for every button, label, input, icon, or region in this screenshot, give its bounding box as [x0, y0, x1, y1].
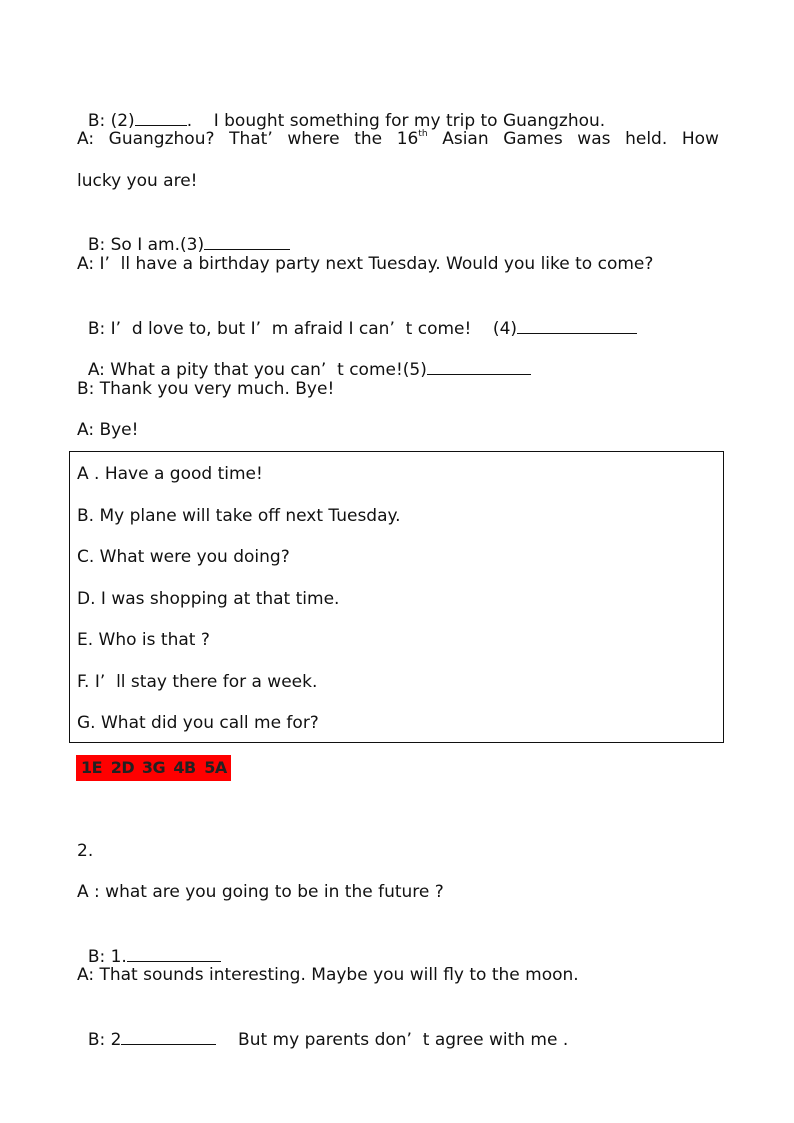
line-text: A: What a pity that you can’ t come!(5) — [87, 360, 427, 380]
word: Asian — [442, 129, 489, 149]
answer-blank[interactable] — [127, 945, 221, 962]
line-text: B: (2) — [87, 111, 135, 131]
word: Guangzhou? — [108, 129, 215, 149]
word: How — [681, 129, 719, 149]
dialogue2-line-a-future: A : what are you going to be in the future ? — [77, 882, 444, 902]
option-a: A . Have a good time! — [77, 464, 263, 484]
dialogue-line-b4 — [77, 295, 637, 339]
word-ordinal — [397, 128, 428, 150]
options-box — [69, 451, 724, 743]
option-e: E. Who is that ? — [77, 630, 210, 650]
ordinal-suffix: th — [418, 129, 428, 139]
ordinal-number: 16 — [396, 129, 419, 149]
answer-blank[interactable] — [121, 1028, 216, 1045]
dialogue-line-a-guangzhou-cont: lucky you are! — [77, 171, 198, 191]
answer-item: 3G — [141, 758, 166, 777]
line-text: B: So I am.(3) — [87, 235, 205, 255]
word: where — [287, 129, 340, 149]
option-g: G. What did you call me for? — [77, 713, 319, 733]
answer-blank[interactable] — [517, 317, 637, 334]
dialogue-line-b-thanks: B: Thank you very much. Bye! — [77, 379, 335, 399]
section-number: 2. — [77, 841, 94, 861]
line-text: . I bought something for my trip to Guangzhou. — [186, 111, 606, 131]
answer-item: 1E — [80, 758, 103, 777]
word: Games — [503, 129, 563, 149]
option-b: B. My plane will take off next Tuesday. — [77, 506, 401, 526]
dialogue-line-b3 — [77, 211, 290, 255]
answer-item: 2D — [110, 758, 135, 777]
answer-item: 5A — [204, 758, 227, 777]
line-text: B: 1. — [87, 947, 127, 967]
dialogue2-line-b1 — [77, 923, 221, 967]
line-text: But my parents don’ t agree with me . — [216, 1030, 569, 1050]
option-d: D. I was shopping at that time. — [77, 589, 340, 609]
option-c: C. What were you doing? — [77, 547, 290, 567]
option-f: F. I’ ll stay there for a week. — [77, 672, 318, 692]
word: was — [577, 129, 611, 149]
dialogue-line-a-party: A: I’ ll have a birthday party next Tuesday. Would you like to come? — [77, 254, 654, 274]
dialogue-line-a5 — [77, 336, 531, 380]
dialogue2-line-a-moon: A: That sounds interesting. Maybe you will fly to the moon. — [77, 965, 579, 985]
word: the — [354, 129, 383, 149]
dialogue-line-b2 — [77, 87, 606, 131]
answer-blank[interactable] — [204, 233, 290, 250]
answer-item: 4B — [173, 758, 196, 777]
word: held. — [625, 129, 668, 149]
dialogue-line-a-bye: A: Bye! — [77, 420, 139, 440]
dialogue-line-a-guangzhou — [77, 128, 719, 150]
answer-blank[interactable] — [427, 358, 531, 375]
dialogue2-line-b2 — [77, 1006, 569, 1050]
line-text: B: 2 — [87, 1030, 122, 1050]
answer-key — [76, 755, 231, 781]
word: A: — [77, 129, 95, 149]
line-text: B: I’ d love to, but I’ m afraid I can’ t come! (4) — [87, 319, 518, 339]
answer-blank[interactable] — [135, 109, 187, 126]
word: That’ — [229, 129, 273, 149]
